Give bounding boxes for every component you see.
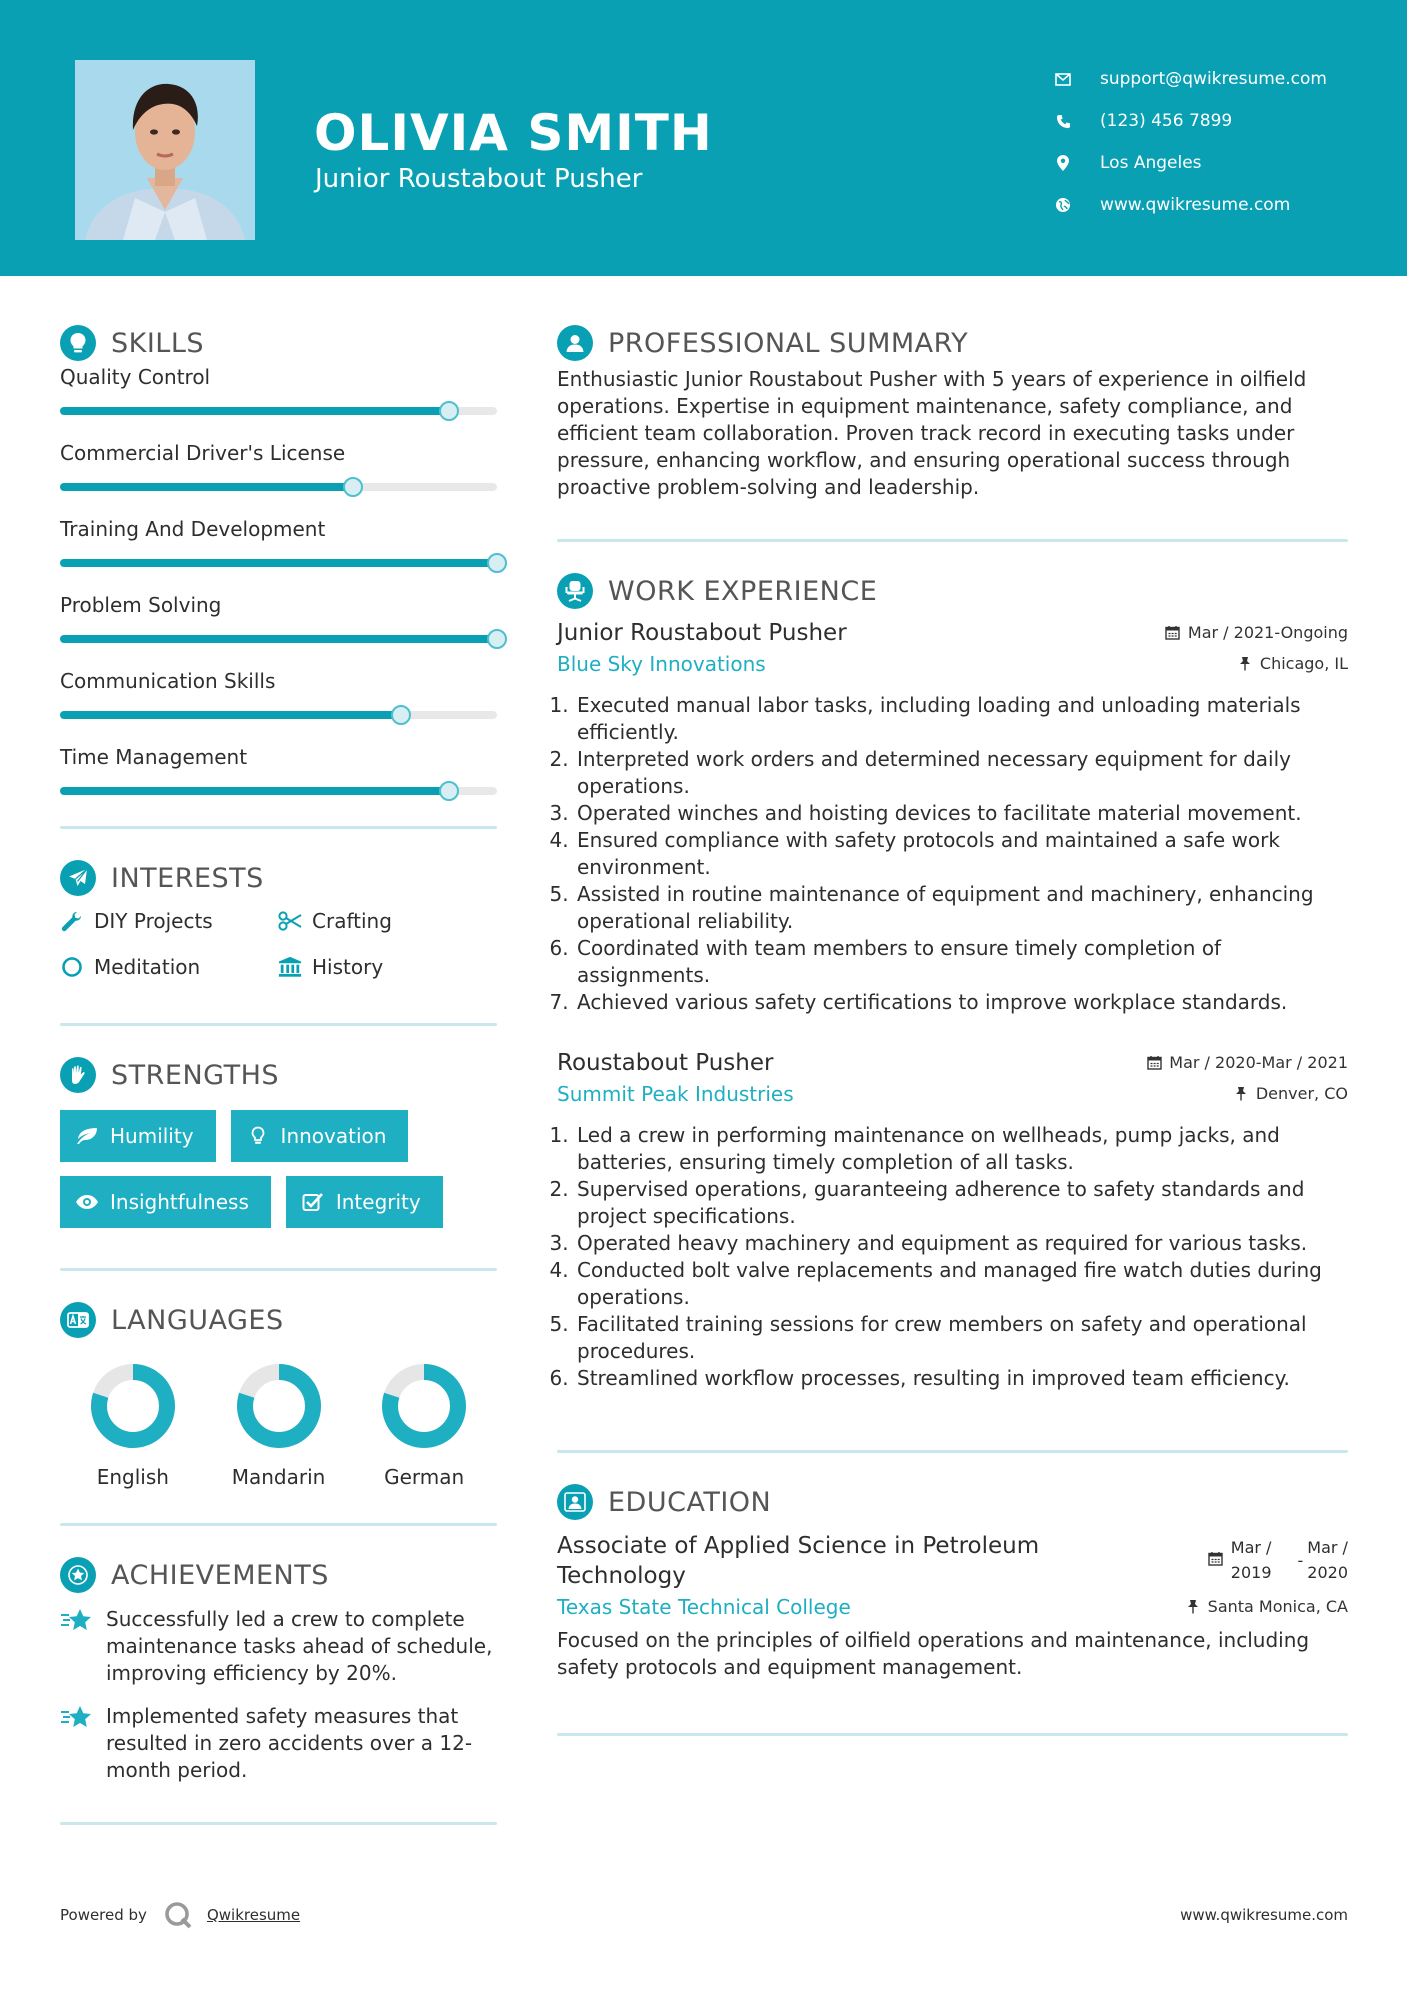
skill-bar-knob	[439, 401, 459, 421]
calendar-icon	[1165, 625, 1181, 641]
skill-bar-knob	[487, 629, 507, 649]
contact-location	[1052, 142, 1382, 184]
company-name: Blue Sky Innovations	[557, 652, 766, 676]
resume-header	[0, 0, 1407, 276]
skill-name: Time Management	[60, 745, 248, 769]
office-chair-icon	[557, 573, 593, 609]
job-location	[1237, 654, 1348, 673]
lightbulb-icon	[245, 1125, 271, 1147]
graduate-icon	[557, 1484, 593, 1520]
skill-bar-fill	[60, 711, 401, 719]
language-level-donut	[234, 1361, 324, 1451]
interest-item	[278, 955, 496, 979]
footer-website-link[interactable]: www.qwikresume.com	[1180, 1906, 1348, 1924]
skills-heading	[60, 322, 497, 364]
pushpin-icon	[1237, 656, 1253, 672]
education-head	[557, 1531, 1348, 1591]
left-column	[60, 322, 497, 1825]
profile-photo	[75, 60, 255, 240]
contact-phone-text: (123) 456 7899	[1100, 111, 1233, 131]
section-divider	[557, 539, 1348, 542]
languages-heading	[60, 1299, 497, 1341]
qwikresume-link[interactable]: Qwikresume	[206, 1906, 301, 1924]
contact-website-text: www.qwikresume.com	[1100, 195, 1291, 215]
achievement-text: Implemented safety measures that resulted in zero accidents over a 12-month period.	[106, 1704, 473, 1782]
paper-plane-icon	[60, 860, 96, 896]
calendar-icon	[1208, 1548, 1223, 1573]
duty-item: 4. Ensured compliance with safety protocols and maintained a safe work environment.	[575, 827, 1348, 881]
pushpin-icon	[1233, 1086, 1249, 1102]
strength-tag	[60, 1110, 216, 1162]
job-head	[557, 620, 1348, 646]
language-item	[351, 1361, 497, 1489]
interest-label: DIY Projects	[94, 909, 213, 933]
languages-list	[60, 1361, 497, 1489]
education-entry	[557, 1531, 1348, 1681]
date-separator: -	[1297, 1550, 1304, 1570]
education-start	[1231, 1535, 1272, 1585]
start-month: Mar /	[1230, 1538, 1272, 1557]
duty-item: 2. Interpreted work orders and determined necessary equipment for daily operations.	[575, 746, 1348, 800]
wrench-icon	[60, 909, 84, 933]
powered-by-text: Powered by	[60, 1906, 147, 1924]
footer-powered-by	[60, 1900, 300, 1930]
degree-title: Associate of Applied Science in Petroleum Technology	[557, 1533, 1040, 1589]
school-name: Texas State Technical College	[557, 1595, 851, 1619]
strength-label: Innovation	[280, 1124, 387, 1148]
skill-bar-fill	[60, 407, 449, 415]
interest-item	[60, 909, 278, 933]
scissors-icon	[278, 909, 302, 933]
end-month: Mar /	[1307, 1538, 1348, 1557]
duty-item: 6. Coordinated with team members to ensure timely completion of assignments.	[575, 935, 1348, 989]
duty-item: 3. Operated winches and hoisting devices to facilitate material movement.	[575, 800, 1348, 827]
duty-item: 4. Conducted bolt valve replacements and managed fire watch duties during operations.	[575, 1257, 1348, 1311]
eye-icon	[74, 1191, 100, 1213]
job-dates	[1146, 1053, 1348, 1072]
section-divider	[60, 1023, 497, 1026]
company-name: Summit Peak Industries	[557, 1082, 794, 1106]
job-location-text: Chicago, IL	[1259, 654, 1348, 673]
strengths-heading	[60, 1054, 497, 1096]
job-duties	[557, 692, 1348, 1016]
pushpin-icon	[1185, 1599, 1201, 1615]
skill-bar-knob	[439, 781, 459, 801]
circle-icon	[60, 955, 84, 979]
candidate-title: Junior Roustabout Pusher	[315, 164, 643, 194]
interests-title: INTERESTS	[111, 862, 264, 894]
skill-bar-knob	[391, 705, 411, 725]
interest-label: Meditation	[94, 955, 201, 979]
job-entry	[557, 1050, 1348, 1392]
education-description: Focused on the principles of oilfield operations and maintenance, including safety protocols and equipment management.	[557, 1628, 1310, 1679]
globe-icon	[1052, 194, 1074, 216]
job-location	[1233, 1084, 1348, 1103]
language-item	[206, 1361, 352, 1489]
qwikresume-logo-icon	[163, 1900, 193, 1930]
section-divider	[60, 1268, 497, 1271]
language-name: Mandarin	[231, 1465, 326, 1489]
contact-list	[1052, 58, 1382, 226]
job-duties	[557, 1122, 1348, 1392]
duty-item: 7. Achieved various safety certifications to improve workplace standards.	[575, 989, 1348, 1016]
strength-tag	[231, 1110, 409, 1162]
skill-item	[60, 361, 497, 437]
duty-item: 1. Executed manual labor tasks, including loading and unloading materials efficiently.	[575, 692, 1348, 746]
strengths-list	[60, 1110, 497, 1228]
contact-email[interactable]	[1052, 58, 1382, 100]
skills-list	[60, 361, 497, 817]
lightbulb-icon	[60, 325, 96, 361]
interest-label: Crafting	[312, 909, 392, 933]
skills-title: SKILLS	[111, 327, 205, 359]
skill-item	[60, 665, 497, 741]
job-dates-text: Mar / 2020-Mar / 2021	[1169, 1053, 1348, 1072]
star-icon	[60, 1703, 94, 1784]
education-subhead	[557, 1595, 1348, 1619]
skill-bar	[60, 635, 497, 643]
languages-title: LANGUAGES	[111, 1304, 284, 1336]
strength-tag	[60, 1176, 271, 1228]
calendar-icon	[1146, 1055, 1162, 1071]
job-subhead	[557, 1082, 1348, 1106]
contact-location-text: Los Angeles	[1100, 153, 1202, 173]
language-name: English	[96, 1465, 169, 1489]
star-badge-icon	[60, 1557, 96, 1593]
star-icon	[60, 1606, 94, 1687]
interests-list	[60, 909, 497, 979]
duty-item: 6. Streamlined workflow processes, resulting in improved team efficiency.	[575, 1365, 1348, 1392]
contact-phone[interactable]	[1052, 100, 1382, 142]
skill-item	[60, 589, 497, 665]
skill-bar-knob	[343, 477, 363, 497]
skill-bar-fill	[60, 559, 497, 567]
contact-email-text: support@qwikresume.com	[1100, 69, 1327, 89]
language-level-donut	[379, 1361, 469, 1451]
strength-tag	[286, 1176, 443, 1228]
interest-item	[278, 909, 496, 933]
job-dates-text: Mar / 2021-Ongoing	[1187, 623, 1348, 642]
strength-label: Humility	[110, 1124, 194, 1148]
job-head	[557, 1050, 1348, 1076]
language-name: German	[384, 1465, 465, 1489]
experience-title: WORK EXPERIENCE	[608, 575, 878, 607]
check-square-icon	[300, 1191, 326, 1213]
section-divider	[60, 1822, 497, 1825]
hand-icon	[60, 1057, 96, 1093]
achievement-item	[60, 1703, 497, 1784]
education-location-text: Santa Monica, CA	[1207, 1597, 1348, 1616]
section-divider	[60, 1523, 497, 1526]
duty-item: 5. Assisted in routine maintenance of equipment and machinery, enhancing operational reliability.	[575, 881, 1348, 935]
skill-bar-fill	[60, 635, 497, 643]
skill-bar	[60, 787, 497, 795]
right-column	[557, 322, 1348, 1736]
duty-item: 2. Supervised operations, guaranteeing adherence to safety standards and project specifications.	[575, 1176, 1348, 1230]
interest-label: History	[312, 955, 384, 979]
job-entry	[557, 620, 1348, 1016]
map-pin-icon	[1052, 152, 1074, 174]
phone-icon	[1052, 110, 1074, 132]
language-icon	[60, 1302, 96, 1338]
language-level-donut	[88, 1361, 178, 1451]
achievement-item	[60, 1606, 497, 1687]
section-divider	[557, 1733, 1348, 1736]
skill-bar-fill	[60, 483, 353, 491]
skill-name: Problem Solving	[60, 593, 222, 617]
section-divider	[557, 1450, 1348, 1453]
job-dates	[1165, 623, 1348, 642]
skill-name: Communication Skills	[60, 669, 276, 693]
skill-bar-knob	[487, 553, 507, 573]
skill-name: Commercial Driver's License	[60, 441, 346, 465]
job-subhead	[557, 652, 1348, 676]
education-heading	[557, 1481, 1348, 1523]
education-end	[1307, 1535, 1348, 1585]
end-year: 2020	[1307, 1563, 1348, 1582]
education-title: EDUCATION	[608, 1486, 772, 1518]
skill-item	[60, 437, 497, 513]
skill-bar-fill	[60, 787, 449, 795]
job-location-text: Denver, CO	[1255, 1084, 1348, 1103]
duty-item: 3. Operated heavy machinery and equipment as required for various tasks.	[575, 1230, 1348, 1257]
skill-bar	[60, 711, 497, 719]
skill-bar	[60, 483, 497, 491]
skill-bar	[60, 407, 497, 415]
section-divider	[60, 826, 497, 829]
skill-name: Training And Development	[60, 517, 326, 541]
education-location	[1185, 1597, 1348, 1616]
duty-item: 5. Facilitated training sessions for crew members on safety and operational procedures.	[575, 1311, 1348, 1365]
achievements-list	[60, 1606, 497, 1784]
skill-item	[60, 513, 497, 589]
user-icon	[557, 325, 593, 361]
job-title: Roustabout Pusher	[557, 1050, 774, 1076]
envelope-icon	[1052, 68, 1074, 90]
interests-heading	[60, 857, 497, 899]
achievements-title: ACHIEVEMENTS	[111, 1559, 329, 1591]
bank-icon	[278, 955, 302, 979]
language-item	[60, 1361, 206, 1489]
achievements-heading	[60, 1554, 497, 1596]
education-dates	[1208, 1529, 1348, 1591]
skill-bar	[60, 559, 497, 567]
job-title: Junior Roustabout Pusher	[557, 620, 847, 646]
leaf-icon	[74, 1125, 100, 1147]
candidate-name: OLIVIA SMITH	[314, 104, 713, 162]
start-year: 2019	[1230, 1563, 1272, 1582]
strengths-title: STRENGTHS	[111, 1059, 280, 1091]
experience-heading	[557, 570, 1348, 612]
strength-label: Integrity	[335, 1190, 421, 1214]
strength-label: Insightfulness	[110, 1190, 249, 1214]
contact-website[interactable]	[1052, 184, 1382, 226]
summary-heading	[557, 322, 1348, 364]
duty-item: 1. Led a crew in performing maintenance on wellheads, pump jacks, and batteries, ensuring timely completion of all tasks.	[575, 1122, 1348, 1176]
skill-name: Quality Control	[60, 365, 211, 389]
skill-item	[60, 741, 497, 817]
summary-text: Enthusiastic Junior Roustabout Pusher with 5 years of experience in oilfield operations. Expertise in equipment maintenance, safety compliance, and efficient team collaboration. Proven track record in executing tasks under pressure, enhancing workflow, and ensuring operational success through proactive problem-solving and leadership.	[557, 367, 1307, 499]
achievement-text: Successfully led a crew to complete maintenance tasks ahead of schedule, improving efficiency by 20%.	[106, 1607, 493, 1685]
interest-item	[60, 955, 278, 979]
summary-title: PROFESSIONAL SUMMARY	[608, 327, 969, 359]
